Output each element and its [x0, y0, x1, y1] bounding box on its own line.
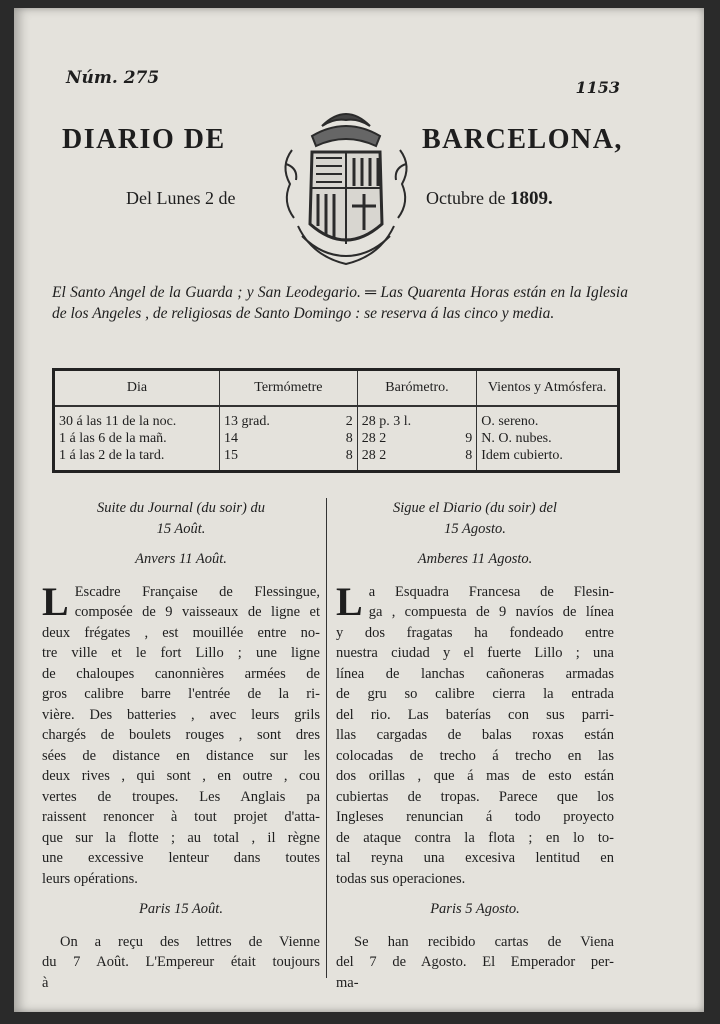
text-line: cubiertas de tropas. Parece que los — [336, 788, 614, 805]
text-line: del rio. Las baterías con sus parri- — [336, 706, 614, 723]
french-dateline-anvers: Anvers 11 Août. — [135, 551, 227, 567]
text-line: tre ville et le fort Lillo ; une ligne — [42, 645, 320, 661]
text-line: de chaloupes canonnières armées de — [42, 665, 320, 682]
barcelona-coat-of-arms-icon — [272, 106, 420, 272]
text-line: que sur la flotte ; au total , il règne — [42, 829, 320, 846]
weather-header-bar: Barómetro. — [357, 370, 477, 407]
text-line: de gru so calibre cierra la entrada — [336, 686, 614, 702]
text-line: llas cargadas de balas roxas están — [336, 727, 614, 743]
drop-cap: L — [42, 578, 69, 624]
text-line: dos orillas , que á mas de esto están — [336, 768, 614, 784]
text-line: vière. Des batteries , avec leurs grils — [42, 706, 320, 723]
french-catchword: à — [42, 974, 49, 991]
weather-row — [54, 430, 619, 447]
spanish-paragraph-1 — [336, 578, 614, 869]
weather-cell-bar-frac — [451, 406, 476, 430]
text-line: Se han recibido cartas de Viena — [354, 933, 614, 950]
text-line: y dos fragatas ha fondeado entre — [336, 624, 614, 641]
issue-number: Núm. 275 — [66, 68, 160, 88]
weather-cell-term-frac: 2 — [345, 414, 353, 429]
date-right — [426, 188, 553, 210]
masthead-title-left: DIARIO DE — [62, 124, 226, 155]
weather-header-term: Termómetre — [220, 370, 358, 407]
newspaper-page — [14, 8, 704, 1012]
spanish-heading — [336, 498, 614, 539]
french-heading — [42, 498, 320, 539]
text-line: du 7 Août. L'Empereur était toujours — [42, 954, 320, 970]
spanish-dateline-paris: Paris 5 Agosto. — [430, 901, 520, 917]
text-line: tal reyna una excesiva lentitud en — [336, 850, 614, 866]
masthead-title-right: BARCELONA, — [422, 124, 623, 155]
text-line: nuestra ciudad y el fuerte Lillo ; una — [336, 645, 614, 661]
weather-header-dia: Dia — [54, 370, 220, 407]
weather-cell-viento: N. O. nubes. — [477, 430, 619, 447]
text-line: colocadas de trecho á trecho en las — [336, 747, 614, 764]
text-line: a Esquadra Francesa de Flesin- — [368, 583, 614, 600]
text-line: ga , compuesta de 9 navíos de línea — [368, 604, 614, 620]
text-line: une excessive lenteur dans toutes — [42, 850, 320, 866]
french-paragraph-2 — [42, 932, 320, 973]
text-line: deux rives , qui sont , en outre , cou — [42, 768, 320, 784]
text-line: del 7 de Agosto. El Emperador per- — [336, 954, 614, 970]
spanish-column — [336, 498, 614, 993]
text-line: raissent renoncer à tout projet d'atta- — [42, 809, 320, 825]
page-number: 1153 — [575, 78, 620, 97]
spanish-dateline-amberes: Amberes 11 Agosto. — [417, 551, 533, 567]
french-column — [42, 498, 320, 993]
french-paragraph-1-last: leurs opérations. — [42, 870, 138, 887]
french-paragraph-1 — [42, 578, 320, 869]
date-month: Octubre de — [426, 188, 506, 208]
spanish-paragraph-1-last: todas sus operaciones. — [336, 870, 466, 887]
weather-cell-term-frac: 8 — [345, 431, 353, 446]
weather-cell-bar: 28 2 — [357, 430, 451, 447]
text-line: gros calibre barre l'entrée de la ri- — [42, 686, 320, 702]
weather-cell-bar-frac: 9 — [465, 431, 473, 446]
date-left: Del Lunes 2 de — [126, 188, 236, 208]
french-dateline-paris: Paris 15 Août. — [139, 901, 223, 917]
spanish-paragraph-2 — [336, 932, 614, 973]
weather-cell-dia: 1 á las 6 de la mañ. — [54, 430, 220, 447]
saints-notice: El Santo Angel de la Guarda ; y San Leodegario. ═ Las Quarenta Horas están en la Iglesia de los Angeles , de religiosas de Santo Domingo : se reserva á las cinco y media. — [52, 284, 628, 322]
weather-cell-viento: Idem cubierto. — [477, 447, 619, 472]
text-line: chargés de boulets rouges , sont dres — [42, 727, 320, 743]
date-year: 1809. — [509, 188, 553, 209]
text-line: de ataque contra la flota ; en lo to- — [336, 829, 614, 846]
weather-cell-viento: O. sereno. — [477, 406, 619, 430]
weather-cell-term: 13 grad. — [220, 406, 327, 430]
weather-cell-term: 15 — [220, 447, 327, 472]
weather-cell-dia: 1 á las 2 de la tard. — [54, 447, 220, 472]
text-line: línea de lanchas cañoneras armadas — [336, 665, 614, 682]
spanish-catchword: ma- — [336, 974, 359, 991]
column-divider — [326, 498, 327, 978]
text-line: deux frégates , est mouillée entre no- — [42, 624, 320, 641]
weather-row — [54, 447, 619, 472]
french-heading-line2: 15 Août. — [156, 520, 206, 537]
text-line: sées de distance en distance sur les — [42, 747, 320, 764]
weather-cell-bar-frac: 8 — [465, 448, 473, 463]
text-line: composée de 9 vaisseaux de ligne et — [74, 604, 320, 620]
weather-cell-bar: 28 2 — [357, 447, 451, 472]
text-line: On a reçu des lettres de Vienne — [60, 933, 320, 950]
weather-cell-dia: 30 á las 11 de la noc. — [54, 406, 220, 430]
weather-table — [52, 368, 620, 473]
spanish-heading-line1: Sigue el Diario (du soir) del — [393, 500, 557, 516]
weather-cell-bar: 28 p. 3 l. — [357, 406, 451, 430]
text-line: Ingleses renuncian á todo proyecto — [336, 809, 614, 825]
french-heading-line1: Suite du Journal (du soir) du — [97, 500, 265, 516]
text-line: Escadre Française de Flessingue, — [74, 583, 320, 600]
weather-header-vientos: Vientos y Atmósfera. — [477, 370, 619, 407]
text-line: vertes de troupes. Les Anglais pa — [42, 788, 320, 805]
weather-row — [54, 406, 619, 430]
weather-cell-term: 14 — [220, 430, 327, 447]
spanish-heading-line2: 15 Agosto. — [444, 520, 506, 537]
weather-cell-term-frac: 8 — [345, 448, 353, 463]
drop-cap: L — [336, 578, 363, 624]
